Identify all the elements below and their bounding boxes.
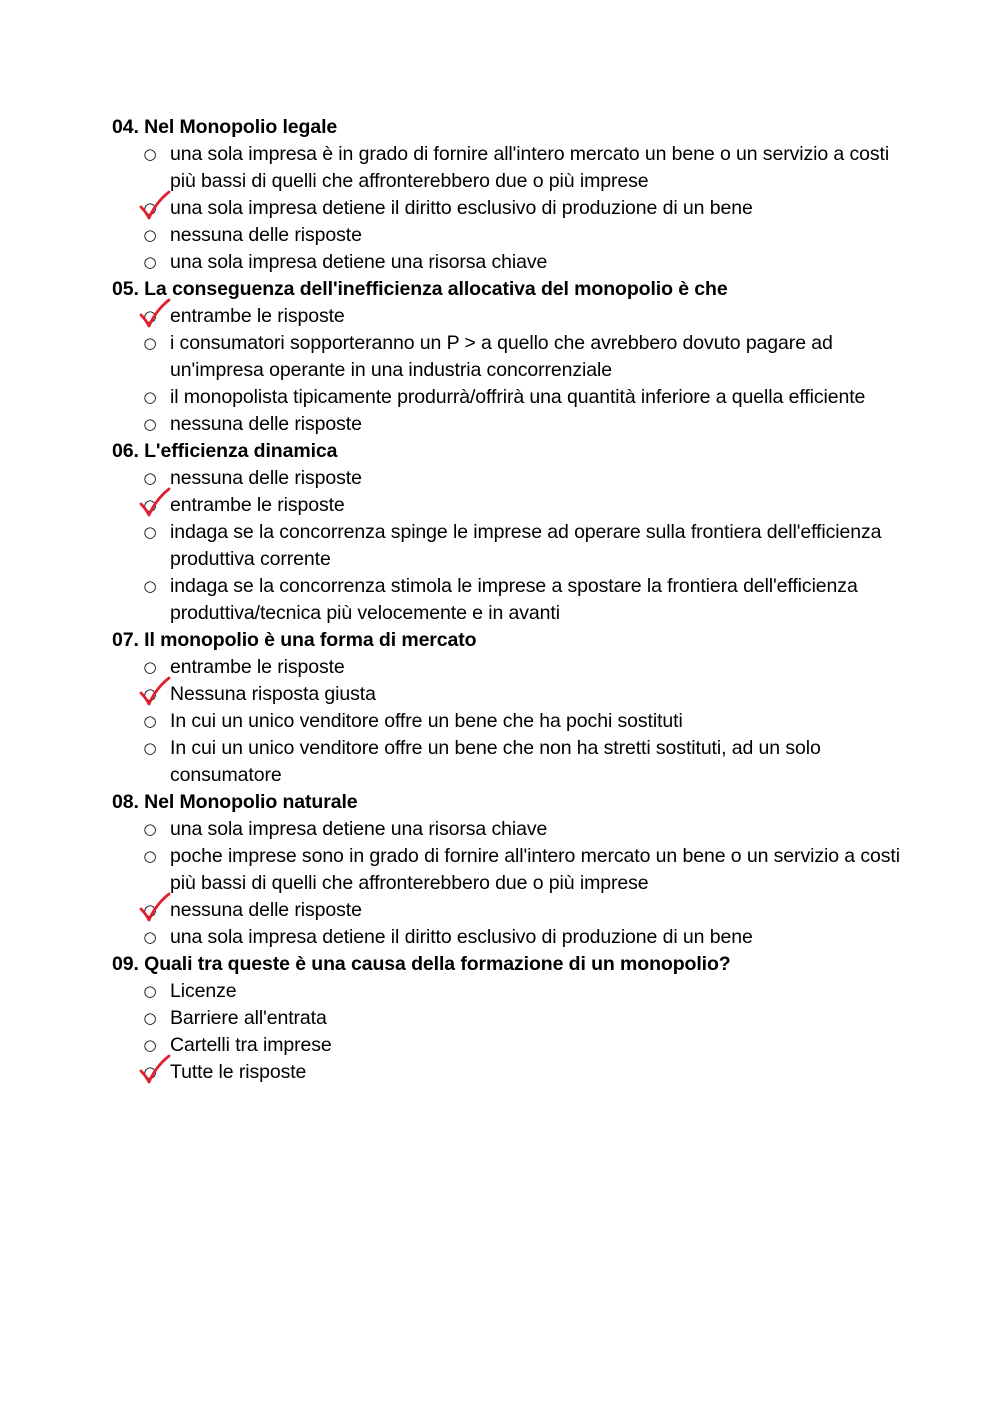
red-checkmark-icon [138, 486, 172, 518]
answer-option [112, 519, 902, 573]
answer-text: In cui un unico venditore offre un bene che ha pochi sostituti [170, 710, 683, 732]
question-block [112, 627, 902, 789]
question-block [112, 276, 902, 438]
bullet-circle-icon: ○ [143, 685, 157, 703]
answer-option [112, 411, 902, 438]
red-checkmark-icon [138, 189, 172, 221]
answer-options [112, 978, 902, 1086]
answer-option [112, 330, 902, 384]
answer-text: Cartelli tra imprese [170, 1034, 332, 1056]
bullet-circle-icon: ○ [143, 253, 157, 271]
answer-option [112, 1005, 902, 1032]
answer-text: nessuna delle risposte [170, 413, 362, 435]
answer-option [112, 843, 902, 897]
answer-option-selected [112, 303, 902, 330]
answer-text: Tutte le risposte [170, 1061, 307, 1083]
bullet-circle-icon: ○ [143, 712, 157, 730]
question-block [112, 114, 902, 276]
bullet-circle-icon: ○ [143, 901, 157, 919]
bullet-circle-icon: ○ [143, 658, 157, 676]
answer-text: indaga se la concorrenza spinge le imprese ad operare sulla frontiera dell'efficienza produttiva corrente [170, 521, 882, 570]
answer-option [112, 222, 902, 249]
answer-option [112, 816, 902, 843]
answer-option [112, 735, 902, 789]
bullet-circle-icon: ○ [143, 1036, 157, 1054]
answer-option-selected [112, 897, 902, 924]
quiz-content [112, 114, 902, 1086]
answer-text: una sola impresa detiene una risorsa chiave [170, 818, 548, 840]
question-title: 07. Il monopolio è una forma di mercato [112, 629, 477, 651]
bullet-circle-icon: ○ [143, 388, 157, 406]
answer-text: Barriere all'entrata [170, 1007, 327, 1029]
red-checkmark-icon [138, 1053, 172, 1085]
answer-text: nessuna delle risposte [170, 224, 362, 246]
question-title: 05. La conseguenza dell'inefficienza allocativa del monopolio è che [112, 278, 728, 300]
answer-option [112, 978, 902, 1005]
question-block [112, 951, 902, 1086]
bullet-circle-icon: ○ [143, 199, 157, 217]
question-title: 08. Nel Monopolio naturale [112, 791, 358, 813]
answer-option [112, 384, 902, 411]
bullet-circle-icon: ○ [143, 307, 157, 325]
answer-text: una sola impresa detiene il diritto esclusivo di produzione di un bene [170, 926, 753, 948]
answer-options [112, 654, 902, 789]
answer-text: il monopolista tipicamente produrrà/offrirà una quantità inferiore a quella efficiente [170, 386, 866, 408]
question-block [112, 789, 902, 951]
bullet-circle-icon: ○ [143, 523, 157, 541]
answer-option [112, 1032, 902, 1059]
answer-options [112, 816, 902, 951]
bullet-circle-icon: ○ [143, 1063, 157, 1081]
question-title: 04. Nel Monopolio legale [112, 116, 338, 138]
answer-text: nessuna delle risposte [170, 467, 362, 489]
answer-options [112, 141, 902, 276]
answer-text: In cui un unico venditore offre un bene che non ha stretti sostituti, ad un solo consumatore [170, 737, 821, 786]
answer-text: una sola impresa è in grado di fornire all'intero mercato un bene o un servizio a costi più bassi di quelli che affronterebbero due o più imprese [170, 143, 890, 192]
answer-text: una sola impresa detiene il diritto esclusivo di produzione di un bene [170, 197, 753, 219]
answer-text: Nessuna risposta giusta [170, 683, 376, 705]
answer-text: una sola impresa detiene una risorsa chiave [170, 251, 548, 273]
question-title: 09. Quali tra queste è una causa della formazione di un monopolio? [112, 953, 731, 975]
answer-option-selected [112, 681, 902, 708]
answer-text: i consumatori sopporteranno un P > a quello che avrebbero dovuto pagare ad un'impresa operante in una industria concorrenziale [170, 332, 833, 381]
answer-text: nessuna delle risposte [170, 899, 362, 921]
bullet-circle-icon: ○ [143, 415, 157, 433]
bullet-circle-icon: ○ [143, 1009, 157, 1027]
bullet-circle-icon: ○ [143, 739, 157, 757]
answer-option [112, 654, 902, 681]
bullet-circle-icon: ○ [143, 469, 157, 487]
answer-text: entrambe le risposte [170, 656, 345, 678]
answer-option [112, 708, 902, 735]
answer-text: entrambe le risposte [170, 494, 345, 516]
answer-option [112, 465, 902, 492]
answer-option-selected [112, 195, 902, 222]
answer-option [112, 924, 902, 951]
bullet-circle-icon: ○ [143, 226, 157, 244]
question-block [112, 438, 902, 627]
answer-option [112, 573, 902, 627]
question-title: 06. L'efficienza dinamica [112, 440, 338, 462]
answer-options [112, 465, 902, 627]
bullet-circle-icon: ○ [143, 496, 157, 514]
red-checkmark-icon [138, 891, 172, 923]
answer-text: indaga se la concorrenza stimola le imprese a spostare la frontiera dell'efficienza produttiva/tecnica più velocemente e in avanti [170, 575, 858, 624]
bullet-circle-icon: ○ [143, 820, 157, 838]
bullet-circle-icon: ○ [143, 577, 157, 595]
answer-option [112, 249, 902, 276]
red-checkmark-icon [138, 297, 172, 329]
answer-option [112, 141, 902, 195]
answer-option-selected [112, 1059, 902, 1086]
bullet-circle-icon: ○ [143, 982, 157, 1000]
bullet-circle-icon: ○ [143, 145, 157, 163]
bullet-circle-icon: ○ [143, 847, 157, 865]
answer-options [112, 303, 902, 438]
red-checkmark-icon [138, 675, 172, 707]
bullet-circle-icon: ○ [143, 928, 157, 946]
answer-text: Licenze [170, 980, 237, 1002]
answer-text: entrambe le risposte [170, 305, 345, 327]
answer-option-selected [112, 492, 902, 519]
answer-text: poche imprese sono in grado di fornire all'intero mercato un bene o un servizio a costi più bassi di quelli che affronterebbero due o più imprese [170, 845, 900, 894]
bullet-circle-icon: ○ [143, 334, 157, 352]
